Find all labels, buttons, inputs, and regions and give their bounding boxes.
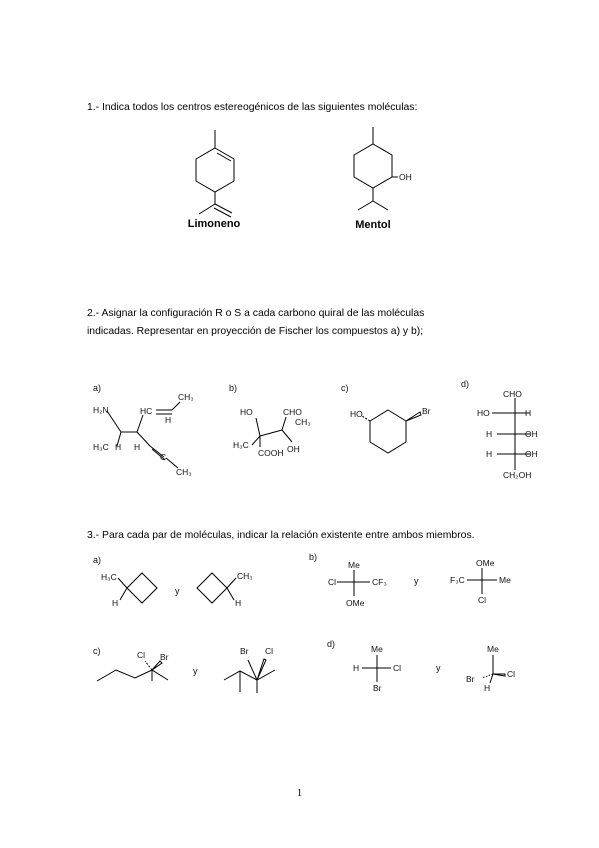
q2-b-ch3: CH₃	[295, 417, 311, 427]
q3-c1-cl: Cl	[137, 650, 146, 660]
q2-c-structure	[362, 410, 421, 453]
question-1-text: 1.- Indica todos los centros estereogénicos de las siguientes moléculas:	[87, 102, 418, 113]
q3-d2-cl: Cl	[507, 669, 516, 679]
q2-a-h-left: H	[115, 442, 122, 452]
question-3-text: 3.- Para cada par de moléculas, indicar la relación existente entre ambos miembros.	[87, 530, 475, 541]
q3-d-right-structure	[482, 655, 505, 683]
q3-b1-cl: Cl	[328, 577, 337, 587]
q3-b2-ome: OMe	[476, 558, 495, 568]
q2-c-br: Br	[422, 406, 431, 416]
q2-a-h-mid: H	[134, 442, 141, 452]
q3-b-right-fischer	[467, 568, 497, 594]
q2-d-h2: H	[486, 429, 493, 439]
q2-a-h3c: H₃C	[93, 442, 109, 452]
q3-d-y: y	[436, 663, 441, 673]
q2-a-h-top: H	[165, 415, 172, 425]
q3-b2-cl: Cl	[478, 595, 487, 605]
q2-d-h1: H	[525, 408, 532, 418]
q3-d1-me: Me	[371, 644, 383, 654]
q2-d-oh2: OH	[525, 449, 538, 459]
q3-d1-h: H	[353, 663, 360, 673]
q2-b-structure	[252, 417, 292, 447]
q2-a-h2n: H₂N	[93, 405, 109, 415]
q3-a-right-structure	[197, 573, 236, 603]
q2-d-oh1: OH	[525, 429, 538, 439]
q3-d2-br: Br	[466, 674, 475, 684]
q2-d-cho: CHO	[503, 389, 522, 399]
q3-c-y: y	[193, 666, 198, 676]
q2-a-ch3-bot: CH₃	[176, 467, 192, 477]
q2-b-oh: OH	[287, 444, 300, 454]
q3-b-y: y	[414, 576, 419, 586]
q2-b-cho: CHO	[283, 407, 302, 417]
q2-a-ch3-top: CH₃	[178, 392, 194, 402]
q2-a-hc: HC	[140, 406, 153, 416]
q3-a-y: y	[175, 586, 180, 596]
q3-c1-br: Br	[160, 652, 169, 662]
question-2-line-1: 2.- Asignar la configuración R o S a cada carbono quiral de las moléculas	[87, 308, 425, 319]
q2-d-ho: HO	[477, 408, 490, 418]
q2-b-ho: HO	[240, 407, 253, 417]
mentol-label: Mentol	[355, 219, 391, 231]
mentol-oh-label: OH	[399, 172, 412, 182]
q3-b2-f3c: F₃C	[450, 575, 465, 585]
q3-a1-h3c: H₃C	[101, 572, 117, 582]
q2-a-letter: a)	[93, 383, 102, 393]
q3-d2-me: Me	[487, 644, 499, 654]
q3-a2-ch3: CH₃	[237, 571, 253, 581]
q2-d-ch2oh: CH₂OH	[503, 470, 532, 480]
q2-b-letter: b)	[229, 383, 238, 393]
q3-a1-h: H	[112, 598, 119, 608]
q3-d1-cl: Cl	[393, 663, 402, 673]
q3-b-left-fischer	[337, 570, 370, 596]
q3-c-right-structure	[224, 659, 275, 693]
q3-a-letter: a)	[93, 555, 102, 565]
q3-d-left-fischer	[362, 655, 391, 682]
page-number: 1	[296, 787, 303, 799]
q2-b-h3c: H₃C	[233, 440, 249, 450]
q3-b1-me: Me	[348, 560, 360, 570]
q3-d2-h: H	[484, 683, 491, 693]
q3-b2-me: Me	[499, 575, 511, 585]
q3-c2-br: Br	[240, 646, 249, 656]
q3-a2-h: H	[235, 598, 242, 608]
q3-d1-br: Br	[373, 683, 382, 693]
q3-d-letter: d)	[327, 639, 336, 649]
q2-c-ho: HO	[350, 409, 363, 419]
q3-c2-cl: Cl	[265, 646, 274, 656]
mentol-structure	[354, 127, 398, 210]
q3-b1-ome: OMe	[346, 598, 365, 608]
question-2-line-2: indicadas. Representar en proyección de Fischer los compuestos a) y b);	[87, 326, 424, 337]
limoneno-label: Limoneno	[187, 218, 241, 230]
q3-c-left-structure	[97, 661, 168, 681]
q3-b-letter: b)	[309, 552, 318, 562]
q2-b-cooh: COOH	[258, 448, 284, 458]
limoneno-structure	[196, 130, 234, 217]
q3-a-left-structure	[118, 573, 157, 603]
q2-c-letter: c)	[341, 383, 349, 393]
q3-c-letter: c)	[93, 646, 101, 656]
q2-a-c: C	[160, 452, 167, 462]
q3-b1-cf3: CF₃	[372, 577, 387, 587]
q2-d-h3: H	[486, 449, 493, 459]
q2-d-letter: d)	[461, 379, 470, 389]
